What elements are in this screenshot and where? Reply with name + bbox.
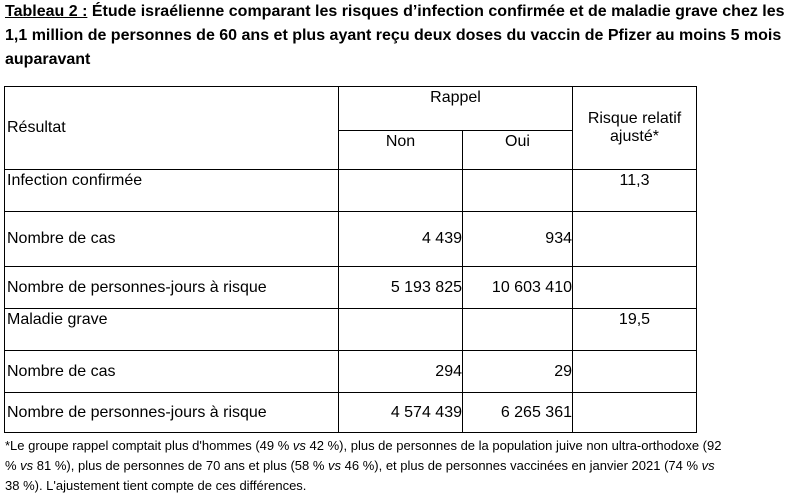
- cell-oui: [463, 309, 573, 351]
- footnote-vs: vs: [20, 458, 34, 473]
- cell-rr: [573, 351, 697, 393]
- row-label: Nombre de personnes-jours à risque: [5, 267, 339, 309]
- row-label: Nombre de personnes-jours à risque: [5, 393, 339, 433]
- cell-non: 5 193 825: [339, 267, 463, 309]
- table-title: [5, 0, 790, 72]
- footnote-vs: vs: [328, 458, 342, 473]
- row-label: Nombre de cas: [5, 351, 339, 393]
- results-table: [4, 86, 697, 433]
- cell-rr: [573, 267, 697, 309]
- cell-non: [339, 170, 463, 212]
- row-label: Nombre de cas: [5, 212, 339, 267]
- cell-oui: 10 603 410: [463, 267, 573, 309]
- footnote: [5, 436, 725, 496]
- header-rappel: Rappel: [339, 87, 573, 131]
- cell-rr: [573, 212, 697, 267]
- table-title-prefix: Tableau 2 :: [5, 3, 88, 20]
- header-relative-risk: Risque relatif ajusté*: [573, 87, 697, 170]
- table-row: [5, 309, 697, 351]
- footnote-text: 38 %). L'ajustement tient compte de ces différences.: [5, 478, 307, 493]
- footnote-text: 81 %), plus de personnes de 70 ans et plus (58 %: [33, 458, 329, 473]
- cell-non: [339, 309, 463, 351]
- cell-non: 294: [339, 351, 463, 393]
- cell-oui: 6 265 361: [463, 393, 573, 433]
- footnote-vs: vs: [701, 458, 715, 473]
- footnote-text: *Le groupe rappel comptait plus d'hommes (49 %: [5, 438, 293, 453]
- table-row: [5, 267, 697, 309]
- cell-oui: [463, 170, 573, 212]
- cell-oui: 934: [463, 212, 573, 267]
- table-title-text: Étude israélienne comparant les risques d’infection confirmée et de maladie grave chez les 1,1 million de personnes de 60 ans et plus ayant reçu deux doses du vaccin de Pfizer au moins 5 mois auparavant: [5, 3, 785, 68]
- cell-non: 4 574 439: [339, 393, 463, 433]
- table-row: [5, 351, 697, 393]
- table-row: [5, 393, 697, 433]
- header-oui: Oui: [463, 131, 573, 170]
- cell-rr: [573, 393, 697, 433]
- header-non: Non: [339, 131, 463, 170]
- table-row: [5, 212, 697, 267]
- cell-non: 4 439: [339, 212, 463, 267]
- footnote-vs: vs: [292, 438, 306, 453]
- row-label: Infection confirmée: [5, 170, 339, 212]
- cell-rr: 11,3: [573, 170, 697, 212]
- row-label: Maladie grave: [5, 309, 339, 351]
- table-row: [5, 170, 697, 212]
- footnote-text: 42 %), plus de personnes de la population juive non ultra-orthodoxe (92 %: [5, 438, 722, 473]
- cell-oui: 29: [463, 351, 573, 393]
- header-result: Résultat: [5, 87, 339, 170]
- cell-rr: 19,5: [573, 309, 697, 351]
- footnote-text: 46 %), et plus de personnes vaccinées en janvier 2021 (74 %: [341, 458, 702, 473]
